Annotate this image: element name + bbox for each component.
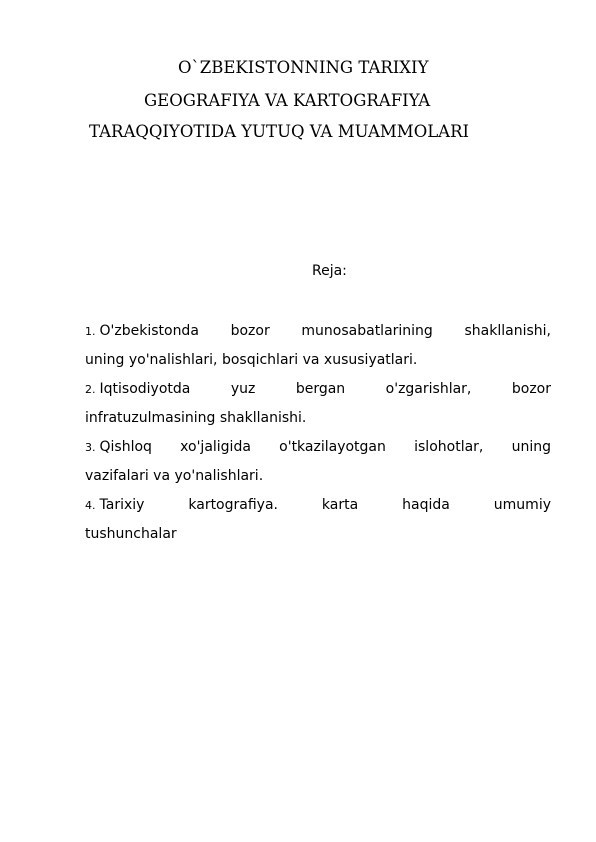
plan-item-text: Iqtisodiyotda yuz bergan o'zgarishlar, bozor bbox=[99, 381, 551, 397]
plan-item-continuation: vazifalari va yo'nalishlari. bbox=[85, 468, 264, 484]
plan-item-1 bbox=[85, 317, 551, 375]
plan-item-text: Qishloq xo'jaligida o'tkazilayotgan islohotlar, uning bbox=[99, 439, 551, 455]
plan-item-3 bbox=[85, 433, 551, 491]
plan-item-continuation: infratuzulmasining shakllanishi. bbox=[85, 410, 307, 426]
plan-item-line bbox=[85, 317, 551, 346]
plan-item-continuation: tushunchalar bbox=[85, 526, 177, 542]
plan-heading: Reja: bbox=[312, 263, 347, 279]
plan-item-number: 1. bbox=[85, 325, 96, 338]
document-title-line-1: O`ZBEKISTONNING TARIXIY bbox=[178, 58, 429, 77]
plan-item-4 bbox=[85, 491, 551, 549]
plan-list bbox=[85, 317, 551, 549]
plan-item-line bbox=[85, 491, 551, 520]
plan-item-number: 4. bbox=[85, 499, 96, 512]
plan-item-text: O'zbekistonda bozor munosabatlarining shakllanishi, bbox=[99, 323, 551, 339]
plan-item-continuation: uning yo'nalishlari, bosqichlari va xususiyatlari. bbox=[85, 352, 418, 368]
plan-item-line bbox=[85, 433, 551, 462]
document-title-line-3: TARAQQIYOTIDA YUTUQ VA MUAMMOLARI bbox=[89, 122, 470, 141]
plan-item-number: 2. bbox=[85, 383, 96, 396]
plan-item-number: 3. bbox=[85, 441, 96, 454]
document-title-line-2: GEOGRAFIYA VA KARTOGRAFIYA bbox=[144, 91, 431, 110]
plan-item-text: Tarixiy kartografiya. karta haqida umumiy bbox=[99, 497, 551, 513]
plan-item-2 bbox=[85, 375, 551, 433]
plan-item-line bbox=[85, 375, 551, 404]
